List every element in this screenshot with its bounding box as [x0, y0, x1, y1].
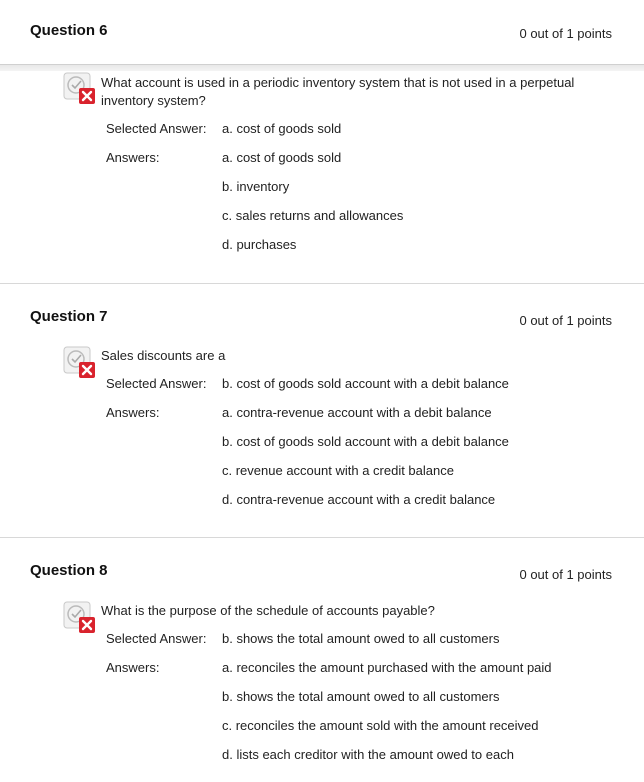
answer-option: c. reconciles the amount sold with the amount received: [222, 718, 539, 733]
incorrect-icon: [62, 346, 96, 380]
question-8-points: 0 out of 1 points: [519, 567, 612, 582]
answer-option: c. revenue account with a credit balance: [222, 463, 454, 478]
selected-answer-label: Selected Answer:: [106, 121, 207, 136]
answers-label: Answers:: [106, 150, 160, 165]
question-8-text: What is the purpose of the schedule of accounts payable?: [101, 603, 435, 618]
question-6-title: Question 6: [30, 22, 108, 39]
question-7-text: Sales discounts are a: [101, 348, 226, 363]
section-divider: [0, 64, 644, 71]
selected-answer: b. shows the total amount owed to all customers: [222, 631, 500, 646]
answer-option: c. sales returns and allowances: [222, 208, 404, 223]
answer-option: b. cost of goods sold account with a debit balance: [222, 434, 509, 449]
answer-option: a. reconciles the amount purchased with the amount paid: [222, 660, 552, 675]
selected-answer: b. cost of goods sold account with a debit balance: [222, 376, 509, 391]
answers-label: Answers:: [106, 405, 160, 420]
section-divider: [0, 537, 644, 538]
selected-answer-label: Selected Answer:: [106, 376, 207, 391]
answer-option: d. purchases: [222, 237, 297, 252]
answer-option: b. shows the total amount owed to all customers: [222, 689, 500, 704]
question-7-points: 0 out of 1 points: [519, 313, 612, 328]
answer-option: a. contra-revenue account with a debit balance: [222, 405, 492, 420]
incorrect-icon: [62, 601, 96, 635]
answer-option: d. contra-revenue account with a credit balance: [222, 492, 496, 507]
selected-answer-label: Selected Answer:: [106, 631, 207, 646]
incorrect-icon: [62, 72, 96, 106]
question-7-title: Question 7: [30, 308, 108, 325]
question-6-points: 0 out of 1 points: [519, 26, 612, 41]
answer-option: a. cost of goods sold: [222, 150, 342, 165]
answers-label: Answers:: [106, 660, 160, 675]
selected-answer: a. cost of goods sold: [222, 121, 342, 136]
question-6-text: What account is used in a periodic inventory system that is not used in a perpetual inventory system?: [101, 75, 575, 108]
answer-option: d. lists each creditor with the amount owed to each: [222, 747, 514, 762]
question-8-title: Question 8: [30, 562, 108, 579]
answer-option: b. inventory: [222, 179, 290, 194]
section-divider: [0, 283, 644, 284]
